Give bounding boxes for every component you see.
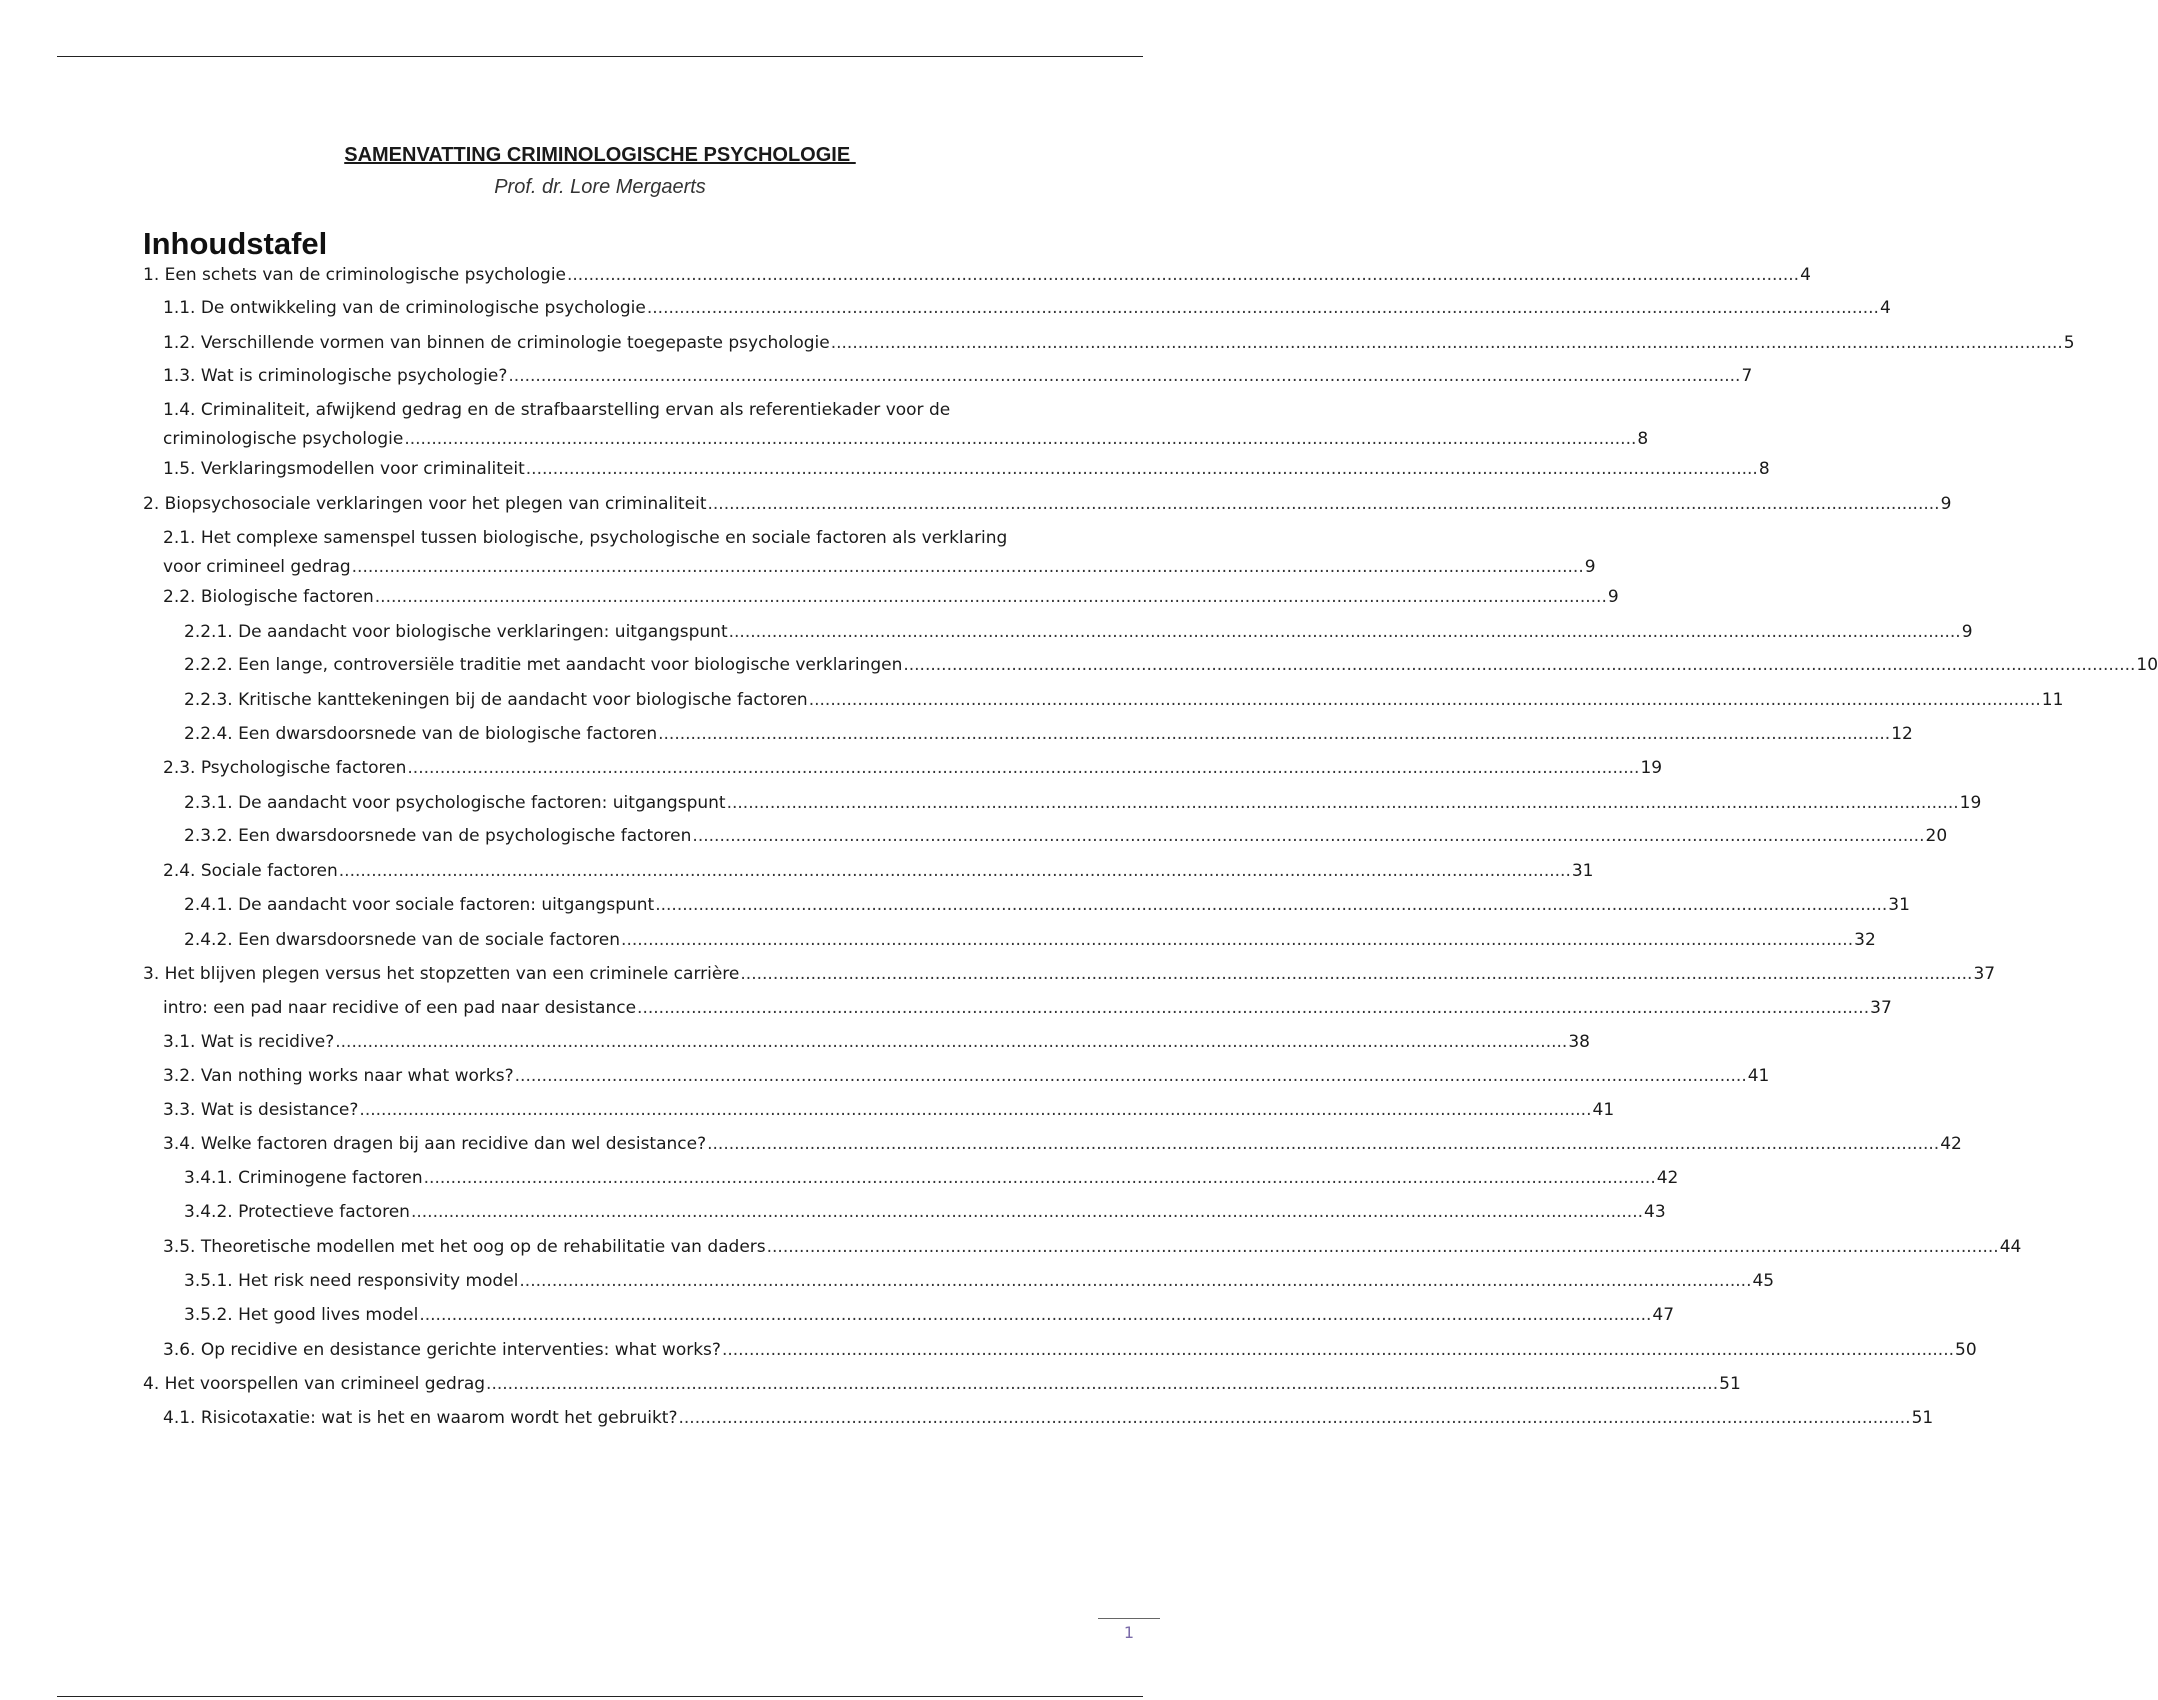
toc-page-number: 8: [1637, 429, 1649, 449]
toc-dot-leader: [515, 1062, 1747, 1091]
toc-entry-row: [184, 1267, 1775, 1296]
toc-dot-leader: [707, 1130, 1939, 1159]
toc-entry[interactable]: [184, 822, 1948, 851]
toc-entry[interactable]: [163, 294, 1891, 323]
toc-entry[interactable]: [184, 651, 2158, 680]
toc-entry-text: 2.2.4. Een dwarsdoorsnede van de biologische factoren: [184, 724, 658, 744]
toc-entry-row: [184, 891, 1910, 920]
toc-entry[interactable]: [163, 1130, 1962, 1159]
toc-dot-leader: [727, 789, 1959, 818]
toc-entry-row: [143, 490, 1952, 519]
toc-page-number: 10: [2136, 655, 2158, 675]
toc-page-number: 31: [1571, 861, 1594, 881]
toc-entry[interactable]: [184, 1301, 1675, 1330]
document-title: SAMENVATTING CRIMINOLOGISCHE PSYCHOLOGIE: [344, 144, 856, 166]
toc-entry-row: [184, 1164, 1679, 1193]
toc-dot-leader: [767, 1233, 1999, 1262]
toc-dot-leader: [508, 362, 1740, 391]
toc-entry[interactable]: [163, 329, 2075, 358]
toc-page-number: 9: [1584, 557, 1596, 577]
toc-entry[interactable]: [184, 1164, 1679, 1193]
toc-entry[interactable]: [163, 455, 1770, 484]
toc-entry-text: 4. Het voorspellen van crimineel gedrag: [143, 1374, 486, 1394]
toc-page-number: 44: [1999, 1237, 2022, 1257]
toc-entry-row: [184, 651, 2158, 680]
toc-dot-leader: [359, 1096, 1591, 1125]
toc-entry[interactable]: [163, 362, 1753, 391]
toc-entry[interactable]: [163, 1233, 2022, 1262]
toc-entry-row: [163, 1096, 1615, 1125]
toc-dot-leader: [740, 960, 1972, 989]
toc-entry-text-line1: 1.4. Criminaliteit, afwijkend gedrag en de strafbaarstelling ervan als referentiekader voor de: [163, 400, 951, 420]
toc-page-number: 41: [1592, 1100, 1615, 1120]
toc-entry-row: [163, 1233, 2022, 1262]
toc-entry-row: [163, 1336, 1977, 1365]
toc-entry-row: [184, 926, 1876, 955]
toc-entry-text: 3.2. Van nothing works naar what works?: [163, 1066, 514, 1086]
toc-dot-leader: [335, 1028, 1567, 1057]
toc-entry-row: [163, 455, 1770, 484]
toc-entry-row: [163, 994, 1892, 1023]
toc-entry-row: [163, 1404, 1934, 1433]
toc-entry-text: intro: een pad naar recidive of een pad naar desistance: [163, 998, 637, 1018]
toc-entry-text: 2. Biopsychosociale verklaringen voor het plegen van criminaliteit: [143, 494, 707, 514]
toc-entry[interactable]: [143, 1370, 1741, 1399]
toc-entry-text: 3.4.2. Protectieve factoren: [184, 1202, 410, 1222]
toc-dot-leader: [655, 891, 1887, 920]
toc-entry[interactable]: [163, 1096, 1615, 1125]
toc-entry-row: [163, 754, 1663, 783]
toc-entry-text: 2.2.1. De aandacht voor biologische verklaringen: uitgangspunt: [184, 622, 728, 642]
toc-entry-text: 2.3.1. De aandacht voor psychologische factoren: uitgangspunt: [184, 793, 726, 813]
toc-page-number: 32: [1854, 930, 1876, 950]
toc-entry-text: 1.3. Wat is criminologische psychologie?: [163, 366, 508, 386]
toc-entry[interactable]: [163, 754, 1663, 783]
toc-dot-leader: [424, 1164, 1656, 1193]
toc-page-number: 45: [1752, 1271, 1775, 1291]
toc-entry-text-line1: 2.1. Het complexe samenspel tussen biologische, psychologische en sociale factoren als verklaring: [163, 528, 1008, 548]
toc-entry[interactable]: [143, 261, 1811, 290]
toc-dot-leader: [722, 1336, 1954, 1365]
toc-page-number: 50: [1955, 1340, 1977, 1360]
toc-entry-text: 2.4.1. De aandacht voor sociale factoren: uitgangspunt: [184, 895, 655, 915]
toc-entry-text: 3.5. Theoretische modellen met het oog op de rehabilitatie van daders: [163, 1237, 766, 1257]
toc-entry[interactable]: [163, 583, 1619, 612]
toc-entry[interactable]: [184, 720, 1913, 749]
toc-page-number: 31: [1888, 895, 1910, 915]
toc-page-number: 9: [1940, 494, 1952, 514]
toc-entry-row: [163, 362, 1753, 391]
toc-dot-leader: [375, 583, 1607, 612]
toc-entry-text: 2.3. Psychologische factoren: [163, 758, 407, 778]
toc-entry-row: [163, 1028, 1590, 1057]
toc-entry[interactable]: [184, 686, 2064, 715]
toc-dot-leader: [339, 857, 1571, 886]
toc-entry-text: 3.4.1. Criminogene factoren: [184, 1168, 423, 1188]
toc-entry[interactable]: [184, 789, 1982, 818]
toc-entry-row: [163, 425, 1649, 454]
toc-entry[interactable]: [163, 994, 1892, 1023]
toc-dot-leader: [352, 553, 1584, 582]
toc-dot-leader: [621, 926, 1853, 955]
footer-rule: [57, 1696, 1143, 1697]
toc-entry[interactable]: [184, 1267, 1775, 1296]
toc-entry-row: [163, 583, 1619, 612]
toc-page-number: 5: [2063, 333, 2075, 353]
toc-entry-row: [163, 553, 1596, 582]
toc-entry-text: 3.4. Welke factoren dragen bij aan recidive dan wel desistance?: [163, 1134, 707, 1154]
toc-page-number: 37: [1870, 998, 1892, 1018]
toc-entry-text: 2.4.2. Een dwarsdoorsnede van de sociale factoren: [184, 930, 621, 950]
toc-entry-text: 3.3. Wat is desistance?: [163, 1100, 359, 1120]
toc-dot-leader: [637, 994, 1869, 1023]
toc-page-number: 47: [1652, 1305, 1675, 1325]
toc-dot-leader: [411, 1198, 1643, 1227]
toc-dot-leader: [519, 1267, 1751, 1296]
toc-entry[interactable]: [143, 960, 1996, 989]
toc-entry-text: 2.2.3. Kritische kanttekeningen bij de aandacht voor biologische factoren: [184, 690, 808, 710]
toc-entry-row: [163, 857, 1594, 886]
toc-page-number: 19: [1959, 793, 1982, 813]
toc-heading: Inhoudstafel: [143, 226, 328, 261]
toc-entry-row: [163, 329, 2075, 358]
toc-entry-row: [184, 618, 1973, 647]
toc-dot-leader: [903, 651, 2135, 680]
toc-entry[interactable]: [184, 618, 1973, 647]
toc-entry[interactable]: [163, 396, 1649, 454]
toc-entry[interactable]: [163, 1062, 1770, 1091]
toc-dot-leader: [809, 686, 2041, 715]
toc-dot-leader: [679, 1404, 1911, 1433]
toc-entry[interactable]: [163, 524, 1596, 582]
toc-entry-text: 1.1. De ontwikkeling van de criminologische psychologie: [163, 298, 646, 318]
toc-dot-leader: [831, 329, 2063, 358]
toc-page-number: 8: [1758, 459, 1770, 479]
toc-entry-row: [163, 1062, 1770, 1091]
toc-entry-text: 1.2. Verschillende vormen van binnen de criminologie toegepaste psychologie: [163, 333, 830, 353]
toc-entry-row: [163, 1130, 1962, 1159]
toc-entry-text: 1. Een schets van de criminologische psychologie: [143, 265, 566, 285]
toc-entry-row: [143, 1370, 1741, 1399]
toc-entry-text: 3.6. Op recidive en desistance gerichte interventies: what works?: [163, 1340, 721, 1360]
toc-page-number: 38: [1568, 1032, 1590, 1052]
toc-entry-text: 3.5.2. Het good lives model: [184, 1305, 419, 1325]
toc-page-number: 11: [2041, 690, 2064, 710]
document-subtitle: Prof. dr. Lore Mergaerts: [494, 176, 706, 198]
toc-dot-leader: [692, 822, 1924, 851]
toc-entry-text: criminologische psychologie: [163, 429, 404, 449]
toc-dot-leader: [404, 425, 1636, 454]
toc-entry-row: [184, 1198, 1666, 1227]
toc-dot-leader: [708, 490, 1940, 519]
toc-page-number: 7: [1741, 366, 1753, 386]
toc-entry-row: [184, 686, 2064, 715]
toc-entry-row: [184, 822, 1948, 851]
toc-page-number: 41: [1747, 1066, 1770, 1086]
toc-page-number: 20: [1925, 826, 1948, 846]
toc-entry-row: [163, 294, 1891, 323]
toc-entry-row: [184, 1301, 1675, 1330]
toc-page-number: 51: [1719, 1374, 1741, 1394]
toc-page-number: 9: [1961, 622, 1973, 642]
toc-entry-row: [184, 720, 1913, 749]
toc-entry[interactable]: [184, 891, 1910, 920]
toc-entry[interactable]: [143, 490, 1952, 519]
toc-page-number: 42: [1940, 1134, 1962, 1154]
toc-page-number: 9: [1607, 587, 1619, 607]
toc-entry-text: 2.2. Biologische factoren: [163, 587, 374, 607]
toc-page-number: 37: [1973, 964, 1996, 984]
toc-entry-text: 3.1. Wat is recidive?: [163, 1032, 335, 1052]
toc-entry-text: 3.5.1. Het risk need responsivity model: [184, 1271, 519, 1291]
toc-dot-leader: [658, 720, 1890, 749]
toc-entry[interactable]: [184, 1198, 1666, 1227]
toc-dot-leader: [486, 1370, 1718, 1399]
toc-dot-leader: [407, 754, 1639, 783]
toc-dot-leader: [419, 1301, 1651, 1330]
toc-page-number: 12: [1891, 724, 1913, 744]
toc-entry[interactable]: [163, 1404, 1934, 1433]
toc-page-number: 51: [1911, 1408, 1934, 1428]
toc-entry-text: voor crimineel gedrag: [163, 557, 351, 577]
toc-entry-text: 2.2.2. Een lange, controversiële traditie met aandacht voor biologische verklaringen: [184, 655, 903, 675]
toc-page-number: 42: [1656, 1168, 1679, 1188]
toc-entry[interactable]: [184, 926, 1876, 955]
toc-page-number: 4: [1800, 265, 1811, 285]
toc-dot-leader: [526, 455, 1758, 484]
toc-page-number: 19: [1640, 758, 1663, 778]
toc-entry-text: 2.4. Sociale factoren: [163, 861, 338, 881]
toc-entry-row: [184, 789, 1982, 818]
toc-dot-leader: [567, 261, 1799, 290]
toc-entry[interactable]: [163, 1336, 1977, 1365]
page-number: 1: [1098, 1618, 1160, 1642]
toc-entry[interactable]: [163, 1028, 1590, 1057]
toc-page-number: 4: [1879, 298, 1891, 318]
toc-entry-text: 4.1. Risicotaxatie: wat is het en waarom wordt het gebruikt?: [163, 1408, 678, 1428]
toc-entry-text: 1.5. Verklaringsmodellen voor criminaliteit: [163, 459, 525, 479]
toc-dot-leader: [729, 618, 1961, 647]
toc-entry-text: 2.3.2. Een dwarsdoorsnede van de psychologische factoren: [184, 826, 692, 846]
toc-page-number: 43: [1644, 1202, 1666, 1222]
toc-entry-row: [143, 261, 1811, 290]
toc-entry-text: 3. Het blijven plegen versus het stopzetten van een criminele carrière: [143, 964, 740, 984]
toc-entry-row: [143, 960, 1996, 989]
toc-entry[interactable]: [163, 857, 1594, 886]
toc-dot-leader: [647, 294, 1879, 323]
